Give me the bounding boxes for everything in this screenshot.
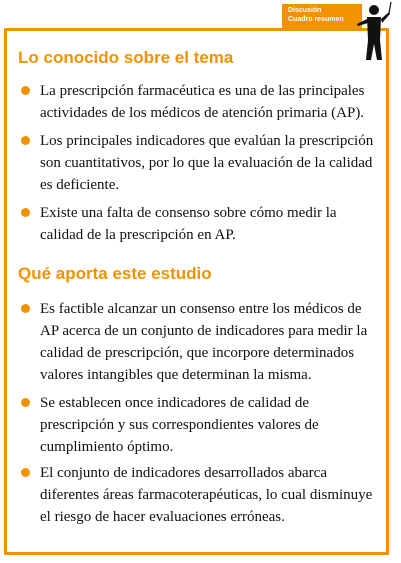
bullet-icon [21, 208, 30, 217]
heading-contribution: Qué aporta este estudio [18, 264, 212, 283]
bullet-icon [21, 86, 30, 95]
presenter-figure-icon [352, 0, 392, 62]
item-text: La prescripción farmacéutica es una de las principales actividades de los médicos de atención primaria (AP). [40, 83, 365, 121]
item-text: Se establecen once indicadores de calidad de prescripción y sus correspondientes valores de cumplimiento óptimo. [40, 395, 319, 455]
bullet-icon [21, 136, 30, 145]
item-text: Existe una falta de consenso sobre cómo medir la calidad de la prescripción en AP. [40, 205, 337, 243]
heading-known: Lo conocido sobre el tema [18, 48, 234, 67]
item-text: El conjunto de indicadores desarrollados abarca diferentes áreas farmacoterapéuticas, lo cual disminuye el riesgo de hacer evaluaciones erróneas. [40, 465, 373, 525]
item-text: Los principales indicadores que evalúan la prescripción son cuantitativos, por lo que la evaluación de la calidad es deficiente. [40, 133, 374, 193]
bullet-icon [21, 398, 30, 407]
bullet-icon [21, 468, 30, 477]
tab-label-summary: Cuadro resumen [288, 16, 344, 23]
section-tab [282, 4, 362, 28]
item-text: Es factible alcanzar un consenso entre los médicos de AP acerca de un conjunto de indicadores para medir la calidad de prescripción, que incorpore determinados valores intangibles que determinan la misma. [40, 301, 368, 383]
bullet-icon [21, 304, 30, 313]
tab-label-discussion: Discusión [288, 7, 322, 14]
